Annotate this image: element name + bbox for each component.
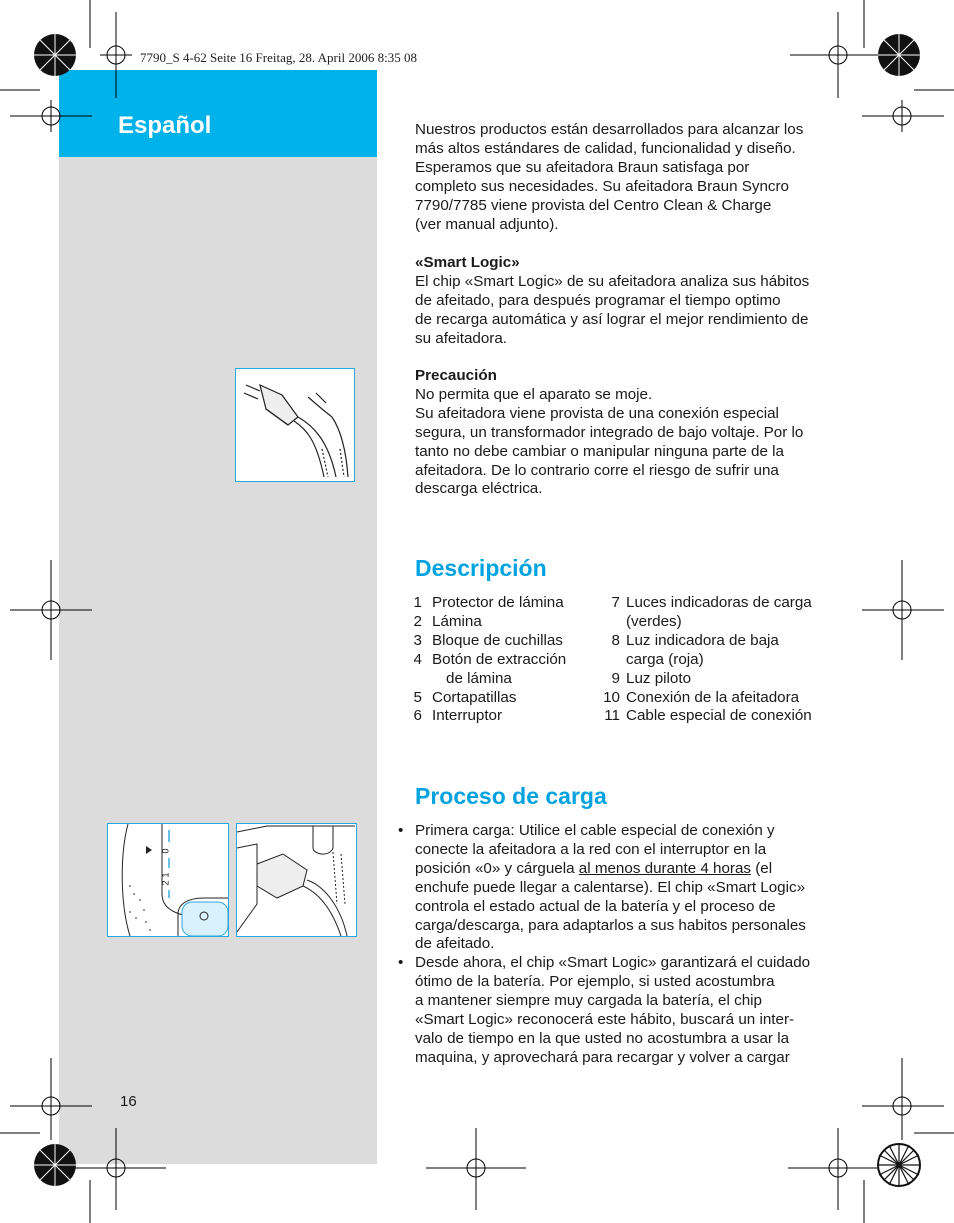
- smart-logic-heading: «Smart Logic»: [415, 254, 520, 271]
- socket-icon: [237, 824, 356, 936]
- charging-title: Proceso de carga: [415, 783, 607, 809]
- caution-line: afeitadora. De lo contrario corre el riesgo de sufrir una: [415, 461, 779, 479]
- caution-line: No permita que el aparato se moje.: [415, 385, 653, 403]
- smart-logic-section: [415, 254, 835, 349]
- part-number: 7: [611, 594, 620, 611]
- bullet-text: (el: [751, 859, 773, 877]
- part-label: Luces indicadoras de carga: [626, 594, 812, 611]
- bullet-line: de afeitado.: [415, 935, 495, 953]
- part-number: 9: [611, 669, 620, 687]
- part-number: 3: [413, 631, 422, 649]
- switch-label-one: 1: [160, 872, 171, 878]
- bullet-line: valo de tiempo en la que usted no acostumbra a usar la: [415, 1029, 790, 1047]
- part-number: 4: [413, 650, 422, 668]
- part-label: Botón de extracción: [432, 650, 567, 668]
- description-title: Descripción: [415, 555, 547, 581]
- caution-line: tanto no debe cambiar o manipular ninguna parte de la: [415, 442, 784, 460]
- socket-plug-illustration: [236, 823, 357, 937]
- bullet-line: carga/descarga, para adaptarlos a sus habitos personales: [415, 916, 806, 934]
- smart-logic-line: de afeitado, para después programar el tiempo optimo: [415, 291, 781, 309]
- switch-label-two: 2: [160, 880, 171, 886]
- plug-cord-illustration: [235, 368, 355, 482]
- bullet-line: Primera carga: Utilice el cable especial de conexión y: [415, 822, 775, 839]
- intro-line: Esperamos que su afeitadora Braun satisfaga por: [415, 158, 750, 176]
- bullet-line: a mantener siempre muy cargada la batería, el chip: [415, 992, 762, 1010]
- part-label: Luz indicadora de baja: [626, 631, 779, 649]
- bullet-line: enchufe puede llegar a calentarse). El chip «Smart Logic»: [415, 878, 806, 896]
- caution-line: descarga eléctrica.: [415, 480, 543, 498]
- part-label: Interruptor: [432, 707, 503, 725]
- parts-list: [415, 594, 845, 734]
- smart-logic-line: de recarga automática y así lograr el mejor rendimiento de: [415, 310, 809, 328]
- bullet-line: conecte la afeitadora a la red con el interruptor en la: [415, 840, 767, 858]
- plug-icon: [236, 369, 354, 481]
- part-number: 2: [413, 612, 422, 630]
- part-label: Lámina: [432, 612, 482, 630]
- shaver-switch-illustration: [107, 823, 229, 937]
- bullet-line: controla el estado actual de la batería y el proceso de: [415, 897, 776, 915]
- part-label: Bloque de cuchillas: [432, 631, 563, 649]
- part-label: Luz piloto: [626, 669, 692, 687]
- intro-line: Nuestros productos están desarrollados para alcanzar los: [415, 121, 804, 138]
- charging-bullet-second: [398, 954, 838, 1067]
- bullet-text: posición «0» y cárguela: [415, 859, 579, 877]
- charging-bullet-first: [398, 822, 838, 954]
- intro-line: más altos estándares de calidad, funcionalidad y diseño.: [415, 139, 796, 157]
- smart-logic-line: El chip «Smart Logic» de su afeitadora analiza sus hábitos: [415, 272, 810, 290]
- charging-bullets: [398, 822, 838, 1068]
- caution-line: segura, un transformador integrado de bajo voltaje. Por lo: [415, 423, 804, 441]
- bullet-dot: •: [398, 822, 404, 839]
- switch-label-zero: 0: [160, 848, 171, 854]
- part-number: 5: [413, 688, 422, 706]
- caution-section: [415, 367, 835, 499]
- part-number: 11: [604, 707, 620, 725]
- bullet-line: «Smart Logic» reconocerá este hábito, buscará un inter-: [415, 1011, 795, 1029]
- bullet-line: Desde ahora, el chip «Smart Logic» garantizará el cuidado: [415, 954, 811, 972]
- page-number: 16: [120, 1093, 137, 1110]
- print-header: 7790_S 4-62 Seite 16 Freitag, 28. April 2006 8:35 08: [140, 50, 417, 65]
- intro-line: (ver manual adjunto).: [415, 215, 559, 233]
- smart-logic-line: su afeitadora.: [415, 329, 508, 347]
- part-label: Cable especial de conexión: [626, 707, 812, 725]
- part-label: carga (roja): [626, 650, 704, 668]
- part-number: 8: [611, 631, 620, 649]
- part-number: 1: [413, 594, 422, 611]
- intro-line: 7790/7785 viene provista del Centro Clean & Charge: [415, 196, 772, 214]
- emphasis-underlined: al menos durante 4 horas: [578, 859, 752, 877]
- part-label: de lámina: [446, 669, 512, 687]
- part-label: Cortapatillas: [432, 688, 517, 706]
- part-number: 10: [603, 688, 620, 706]
- language-title: Español: [118, 112, 212, 139]
- part-label: Protector de lámina: [432, 594, 564, 611]
- bullet-line: ótimo de la batería. Por ejemplo, si usted acostumbra: [415, 973, 775, 991]
- bullet-line: maquina, y aprovechará para recargar y volver a cargar: [415, 1048, 790, 1066]
- intro-paragraph: [415, 121, 835, 234]
- part-label: (verdes): [626, 612, 682, 630]
- part-number: 6: [413, 707, 422, 725]
- intro-line: completo sus necesidades. Su afeitadora Braun Syncro: [415, 177, 789, 195]
- caution-heading: Precaución: [415, 367, 497, 384]
- bullet-line: [415, 860, 838, 879]
- caution-line: Su afeitadora viene provista de una conexión especial: [415, 404, 779, 422]
- part-label: Conexión de la afeitadora: [626, 688, 800, 706]
- bullet-dot: •: [398, 954, 404, 972]
